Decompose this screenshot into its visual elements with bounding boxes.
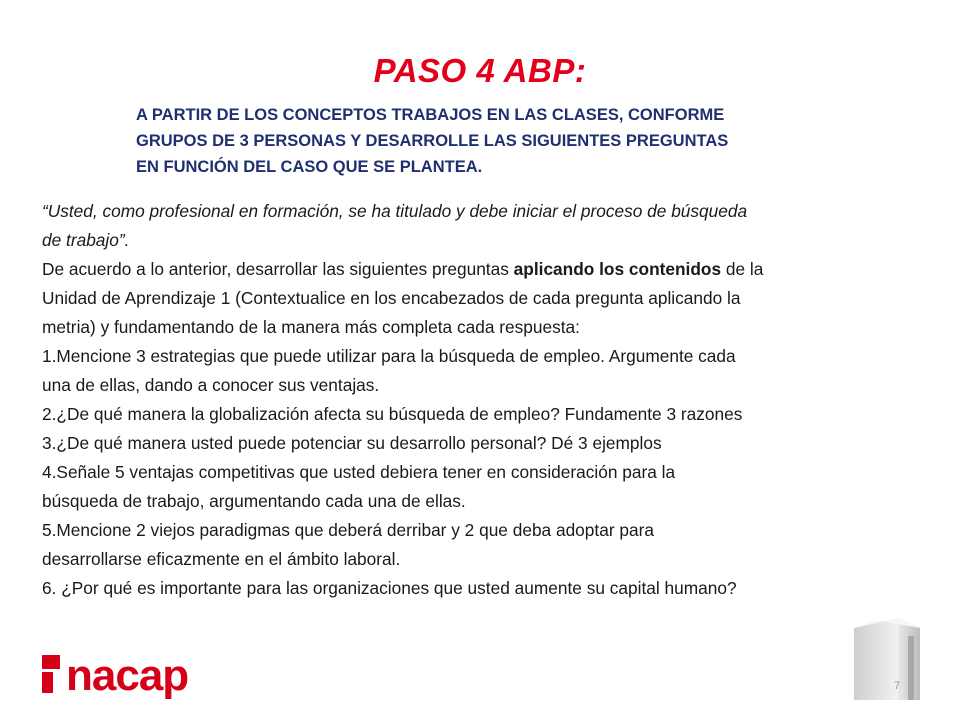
- inacap-logo-text: nacap: [66, 651, 189, 700]
- question-2: 2.¿De qué manera la globalización afecta su búsqueda de empleo? Fundamente 3 razones: [42, 404, 743, 424]
- instructions-line: GRUPOS DE 3 PERSONAS Y DESARROLLE LAS SIGUIENTES PREGUNTAS: [136, 132, 729, 150]
- question-5-line: 5.Mencione 2 viejos paradigmas que deberá derribar y 2 que deba adoptar para: [42, 520, 654, 540]
- instructions-line: EN FUNCIÓN DEL CASO QUE SE PLANTEA.: [136, 158, 483, 176]
- intro-line: metria) y fundamentando de la manera más completa cada respuesta:: [42, 317, 580, 337]
- page-number: 7: [894, 680, 901, 692]
- question-1-line: una de ellas, dando a conocer sus ventajas.: [42, 375, 380, 395]
- case-quote-line: “Usted, como profesional en formación, se ha titulado y debe iniciar el proceso de búsqueda: [42, 201, 748, 221]
- question-5-line: desarrollarse eficazmente en el ámbito laboral.: [42, 549, 401, 569]
- case-quote-line: de trabajo”.: [42, 230, 130, 250]
- question-6: 6. ¿Por qué es importante para las organizaciones que usted aumente su capital humano?: [42, 578, 737, 598]
- intro-text: De acuerdo a lo anterior, desarrollar las siguientes preguntas: [42, 259, 514, 279]
- question-4-line: 4.Señale 5 ventajas competitivas que usted debiera tener en consideración para la: [42, 462, 676, 482]
- inacap-logo: [42, 651, 189, 700]
- inacap-logo-mark-icon: [42, 655, 62, 693]
- intro-bold-text: aplicando los contenidos: [513, 259, 722, 279]
- intro-line: Unidad de Aprendizaje 1 (Contextualice en los encabezados de cada pregunta aplicando la: [42, 288, 741, 308]
- slide-title: PASO 4 ABP:: [373, 52, 587, 89]
- question-1-line: 1.Mencione 3 estrategias que puede utilizar para la búsqueda de empleo. Argumente cada: [42, 346, 736, 366]
- intro-text: de la: [721, 259, 764, 279]
- cube-decoration-icon: [848, 600, 928, 700]
- question-3: 3.¿De qué manera usted puede potenciar su desarrollo personal? Dé 3 ejemplos: [42, 433, 662, 453]
- instructions-block: [136, 102, 856, 180]
- question-4-line: búsqueda de trabajo, argumentando cada una de ellas.: [42, 491, 466, 511]
- instructions-line: A PARTIR DE LOS CONCEPTOS TRABAJOS EN LAS CLASES, CONFORME: [136, 106, 725, 124]
- intro-line: [42, 255, 942, 284]
- case-body: [42, 197, 942, 603]
